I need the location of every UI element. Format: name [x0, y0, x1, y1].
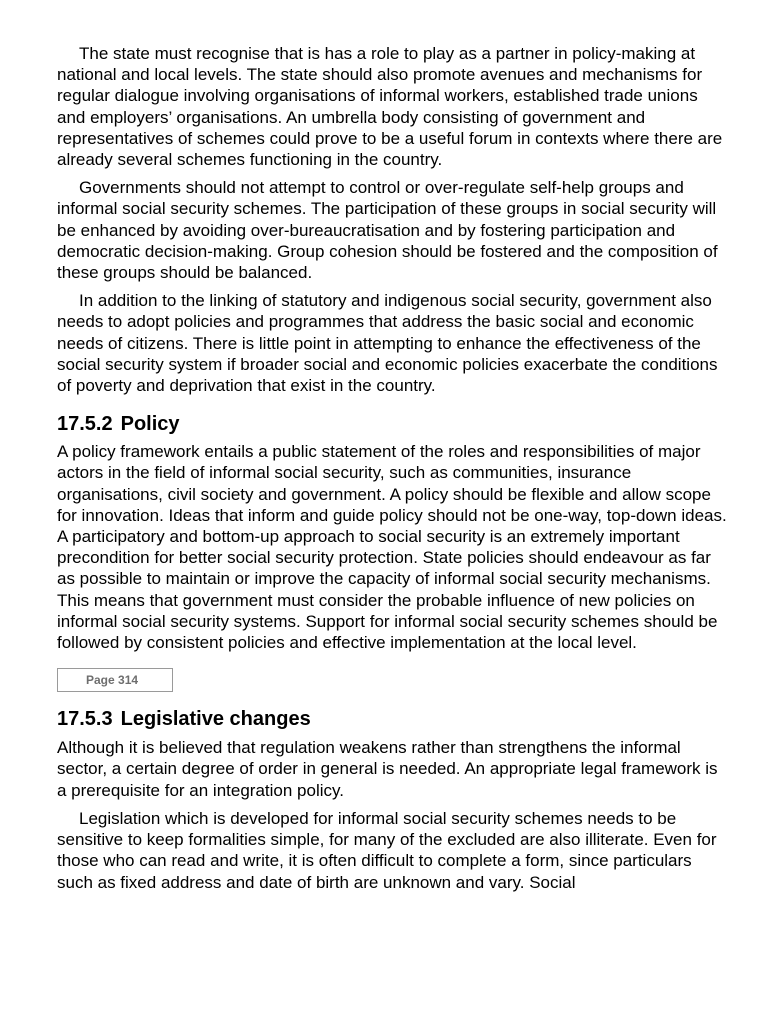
section-heading-policy: [57, 412, 727, 436]
document-page: [57, 43, 727, 893]
policy-paragraph-1: A policy framework entails a public statement of the roles and responsibilities of major actors in the field of informal social security, such as communities, insurance organisations, civil society and government. A policy should be flexible and allow scope for innovation. Ideas that inform and guide policy should not be one-way, top-down ideas. A participatory and bottom-up approach to social security is an extremely important precondition for better social security protection. State policies should endeavour as far as possible to maintain or improve the capacity of informal social security mechanisms. This means that government must consider the probable influence of new policies on informal social security systems. Support for informal social security schemes should be followed by consistent policies and effective implementation at the local level.: [57, 442, 727, 653]
intro-paragraph-2: Governments should not attempt to control or over-regulate self-help groups and informal social security schemes. The participation of these groups in social security will be enhanced by avoiding over-bureaucratisation and by fostering participation and democratic decision-making. Group cohesion should be fostered and the composition of these groups should be balanced.: [57, 178, 718, 283]
legislative-paragraph-2: Legislation which is developed for informal social security schemes needs to be sensitive to keep formalities simple, for many of the excluded are also illiterate. Even for those who can read and write, it is often difficult to complete a form, since particulars such as fixed address and date of birth are unknown and vary. Social: [57, 808, 717, 892]
intro-paragraph-3: In addition to the linking of statutory and indigenous social security, government also needs to adopt policies and programmes that address the basic social and economic needs of citizens. There is little point in attempting to enhance the effectiveness of the social security system if broader social and economic policies exacerbate the conditions of poverty and deprivation that exist in the country.: [57, 291, 718, 396]
page-number-badge: Page 314: [57, 668, 173, 692]
legislative-paragraph-1: Although it is believed that regulation weakens rather than strengthens the informal sector, a certain degree of order in general is needed. An appropriate legal framework is a prerequisite for an integration policy.: [57, 738, 718, 800]
intro-paragraph-1: The state must recognise that is has a role to play as a partner in policy-making at national and local levels. The state should also promote avenues and mechanisms for regular dialogue involving organisations of informal workers, established trade unions and employers’ organisations. An umbrella body consisting of government and representatives of schemes could prove to be a useful forum in contexts where there are already several schemes functioning in the country.: [57, 44, 723, 170]
section-number: 17.5.2: [57, 413, 113, 436]
section-number: 17.5.3: [57, 708, 113, 731]
section-title: Policy: [120, 413, 180, 436]
section-heading-legislative: [57, 707, 727, 731]
section-title: Legislative changes: [120, 708, 311, 731]
